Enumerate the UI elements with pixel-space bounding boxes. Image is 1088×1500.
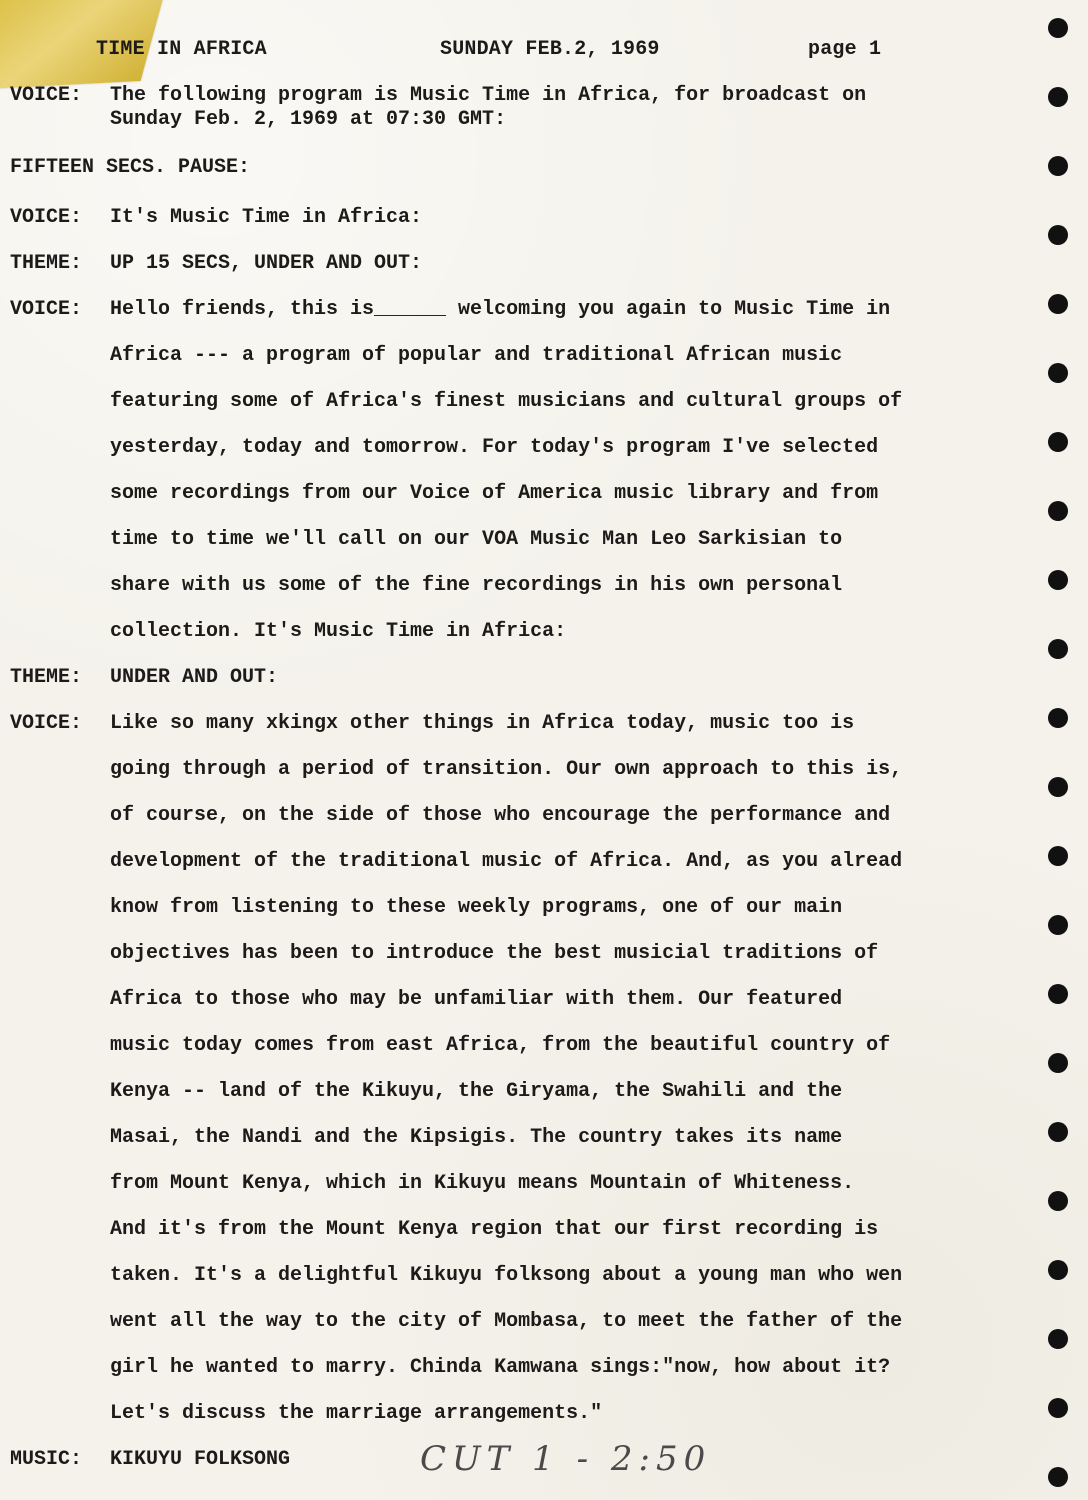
binder-hole (1048, 1260, 1068, 1280)
program-date: SUNDAY FEB.2, 1969 (440, 38, 660, 61)
voice-paragraph-2-line-13: taken. It's a delightful Kikuyu folksong about a young man who wen (110, 1264, 903, 1287)
voice-paragraph-2-line-9: Kenya -- land of the Kikuyu, the Giryama, the Swahili and the (110, 1080, 843, 1103)
binder-hole (1048, 777, 1068, 797)
binder-hole (1048, 363, 1068, 383)
voice-label-2: VOICE: (10, 206, 83, 229)
voice-paragraph-1-line-3: featuring some of Africa's finest musicians and cultural groups of (110, 390, 903, 413)
binder-hole (1048, 1191, 1068, 1211)
theme-line-1: UP 15 SECS, UNDER AND OUT: (110, 252, 423, 275)
voice-paragraph-2-line-2: going through a period of transition. Our own approach to this is, (110, 758, 903, 781)
voice-paragraph-2-line-3: of course, on the side of those who encourage the performance and (110, 804, 891, 827)
voice-label-4: VOICE: (10, 712, 83, 735)
page-number: page 1 (808, 38, 882, 61)
binder-hole (1048, 501, 1068, 521)
voice-paragraph-2-line-8: music today comes from east Africa, from the beautiful country of (110, 1034, 891, 1057)
voice-paragraph-2-line-15: girl he wanted to marry. Chinda Kamwana sings:"now, how about it? (110, 1356, 891, 1379)
voice-paragraph-1-line-8: collection. It's Music Time in Africa: (110, 620, 567, 643)
voice-paragraph-2-line-5: know from listening to these weekly programs, one of our main (110, 896, 843, 919)
voice-label-1: VOICE: (10, 84, 83, 107)
music-label: MUSIC: (10, 1448, 83, 1471)
voice-paragraph-2-line-6: objectives has been to introduce the best musicial traditions of (110, 942, 879, 965)
binder-hole (1048, 984, 1068, 1004)
voice-paragraph-2-line-11: from Mount Kenya, which in Kikuyu means Mountain of Whiteness. (110, 1172, 855, 1195)
voice-paragraph-2-line-10: Masai, the Nandi and the Kipsigis. The country takes its name (110, 1126, 843, 1149)
voice-paragraph-2-line-12: And it's from the Mount Kenya region that our first recording is (110, 1218, 879, 1241)
voice-paragraph-1-line-1: Hello friends, this is______ welcoming you again to Music Time in (110, 298, 891, 321)
binder-hole (1048, 570, 1068, 590)
voice-paragraph-2-line-16: Let's discuss the marriage arrangements." (110, 1402, 603, 1425)
binder-hole (1048, 1467, 1068, 1487)
binder-hole (1048, 156, 1068, 176)
voice-paragraph-2-line-4: development of the traditional music of Africa. And, as you alread (110, 850, 903, 873)
handwritten-note: CUT 1 - 2:50 (420, 1439, 712, 1479)
voice-paragraph-2-line-7: Africa to those who may be unfamiliar with them. Our featured (110, 988, 843, 1011)
voice-paragraph-2-line-14: went all the way to the city of Mombasa, to meet the father of the (110, 1310, 903, 1333)
binder-hole (1048, 225, 1068, 245)
binder-hole (1048, 915, 1068, 935)
binder-hole (1048, 1329, 1068, 1349)
voice-label-3: VOICE: (10, 298, 83, 321)
binder-hole (1048, 294, 1068, 314)
voice-paragraph-1-line-5: some recordings from our Voice of America music library and from (110, 482, 879, 505)
binder-hole (1048, 846, 1068, 866)
binder-hole (1048, 639, 1068, 659)
voice-paragraph-1-line-2: Africa --- a program of popular and traditional African music (110, 344, 843, 367)
binder-hole (1048, 87, 1068, 107)
binder-hole (1048, 1398, 1068, 1418)
theme-line-2: UNDER AND OUT: (110, 666, 279, 689)
voice-line-2: Sunday Feb. 2, 1969 at 07:30 GMT: (110, 108, 507, 131)
binder-hole (1048, 1053, 1068, 1073)
voice-paragraph-1-line-6: time to time we'll call on our VOA Music Man Leo Sarkisian to (110, 528, 843, 551)
voice-line-1: The following program is Music Time in Africa, for broadcast on (110, 84, 867, 107)
voice-paragraph-1-line-4: yesterday, today and tomorrow. For today's program I've selected (110, 436, 879, 459)
theme-label-1: THEME: (10, 252, 83, 275)
program-title: TIME IN AFRICA (96, 38, 267, 61)
voice-paragraph-2-line-1: Like so many xkingx other things in Africa today, music too is (110, 712, 855, 735)
pause-label: FIFTEEN SECS. PAUSE: (10, 156, 251, 179)
music-line: KIKUYU FOLKSONG (110, 1448, 291, 1471)
voice-intro-line: It's Music Time in Africa: (110, 206, 423, 229)
binder-hole (1048, 1122, 1068, 1142)
binder-hole (1048, 18, 1068, 38)
binder-hole (1048, 432, 1068, 452)
binder-hole (1048, 708, 1068, 728)
voice-paragraph-1-line-7: share with us some of the fine recordings in his own personal (110, 574, 843, 597)
binder-holes (1042, 18, 1072, 1478)
theme-label-2: THEME: (10, 666, 83, 689)
